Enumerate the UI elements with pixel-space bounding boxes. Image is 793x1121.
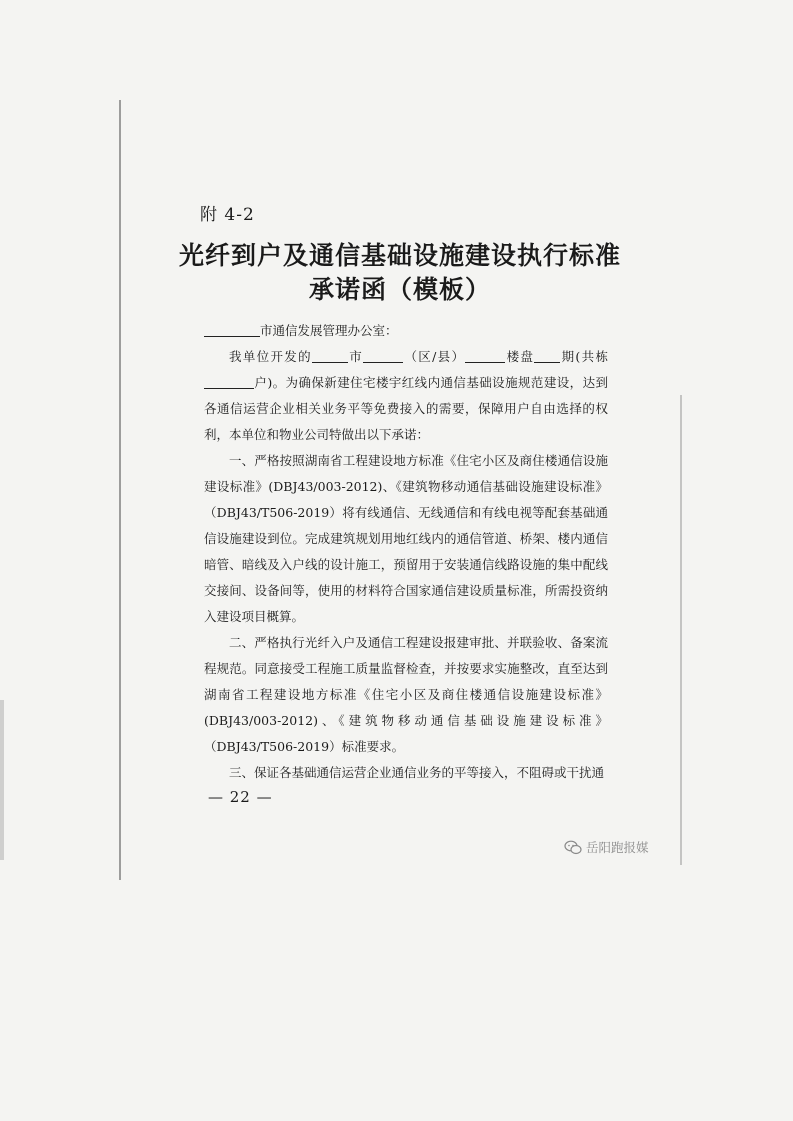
watermark-text: 岳阳跑报媒 bbox=[586, 840, 649, 855]
paragraph-commitment-2: 二、严格执行光纤入户及通信工程建设报建审批、并联验收、备案流程规范。同意接受工程施工质量监督检查，并按要求实施整改，直至达到湖南省工程建设地方标准《住宅小区及商住楼通信设施建设标准》(DBJ43/003-2012)、《建筑物移动通信基础设施建设标准》（DBJ43/T506-2019）标准要求。 bbox=[204, 635, 608, 754]
blank-households bbox=[204, 374, 254, 389]
letter-body bbox=[204, 318, 608, 786]
addressee-text: 市通信发展管理办公室： bbox=[260, 323, 398, 338]
intro-text-2: 市 bbox=[347, 349, 364, 364]
blank-city bbox=[204, 322, 260, 337]
blank-city-name bbox=[312, 348, 348, 363]
blank-district bbox=[363, 348, 403, 363]
wechat-icon bbox=[564, 840, 582, 855]
paragraph-intro bbox=[204, 344, 608, 448]
intro-text-6: 户)。为确保新建住宅楼宇红线内通信基础设施规范建设，达到各通信运营企业相关业务平等免费接入的需要，保障用户自由选择的权利，本单位和物业公司特做出以下承诺： bbox=[204, 375, 608, 442]
intro-text-3: （区/县） bbox=[403, 349, 466, 364]
blank-estate bbox=[465, 348, 505, 363]
paragraph-commitment-1: 一、严格按照湖南省工程建设地方标准《住宅小区及商住楼通信设施建设标准》(DBJ43/003-2012)、《建筑物移动通信基础设施建设标准》（DBJ43/T506-2019）将有线通信、无线通信和有线电视等配套基础通信设施建设到位。完成建筑规划用地红线内的通信管道、桥架、楼内通信暗管、暗线及入户线的设计施工，预留用于安装通信线路设施的集中配线交接间、设备间等，使用的材料符合国家通信建设质量标准，所需投资纳入建设项目概算。 bbox=[204, 453, 608, 624]
scan-margin-right bbox=[680, 395, 682, 865]
intro-text-4: 楼盘 bbox=[505, 349, 535, 364]
document-title-line2: 承诺函（模板） bbox=[308, 275, 491, 304]
scan-margin-left bbox=[119, 100, 121, 880]
annex-label: 附 4-2 bbox=[200, 205, 255, 225]
addressee-line bbox=[204, 318, 608, 344]
watermark bbox=[564, 838, 649, 856]
intro-text-5: 期(共栋 bbox=[560, 349, 608, 364]
intro-text-1: 我单位开发的 bbox=[229, 349, 312, 364]
scan-page-edge bbox=[0, 700, 4, 860]
page-number: — 22 — bbox=[208, 788, 273, 806]
paragraph-commitment-3: 三、保证各基础通信运营企业通信业务的平等接入，不阻碍或干扰通 bbox=[229, 765, 605, 780]
document-title-line1: 光纤到户及通信基础设施建设执行标准 bbox=[178, 241, 621, 270]
blank-phase bbox=[534, 348, 560, 363]
